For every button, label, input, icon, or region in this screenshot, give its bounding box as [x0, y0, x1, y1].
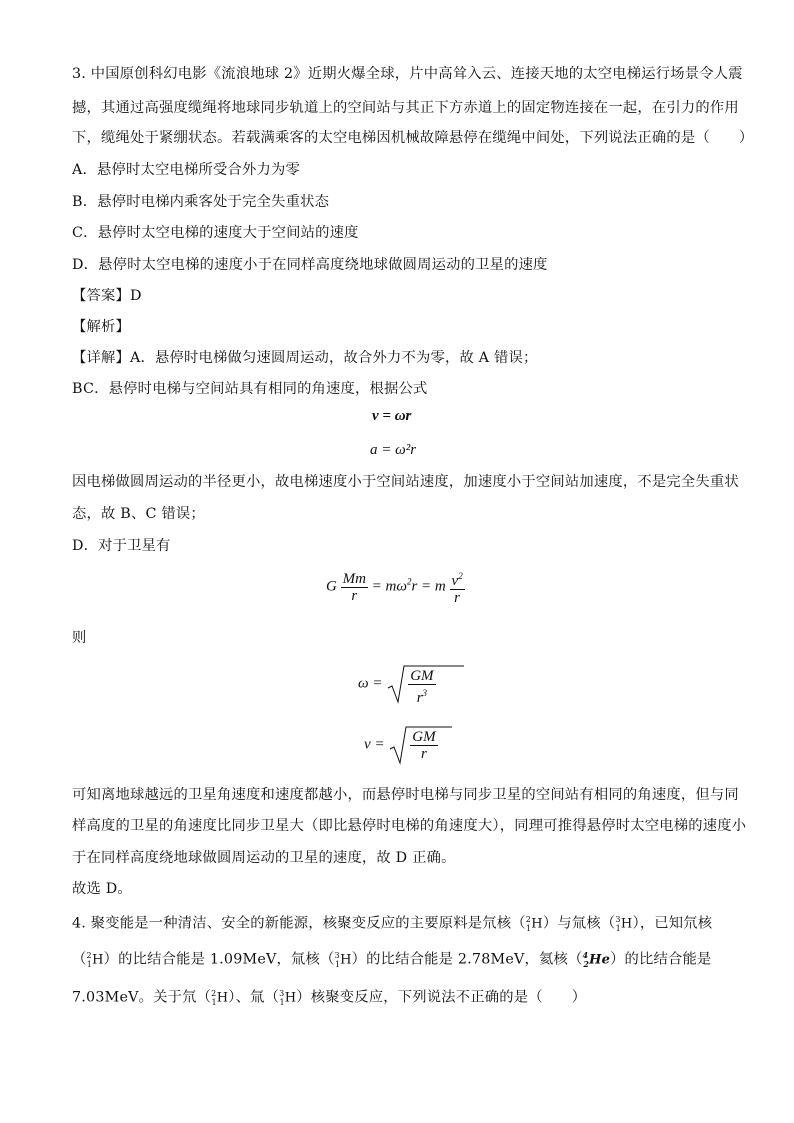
deuterium-symbol: $^2_1$H	[525, 915, 543, 933]
q4-line2	[72, 945, 732, 975]
eq-m-omega: = mω	[371, 578, 407, 595]
q3-conclusion-line2: 样高度的卫星的角速度比同步卫星大（即比悬停时电梯的角速度大），同理可推得悬停时太空电梯的速度小	[72, 818, 747, 834]
fraction-v2-over-r: $\frac{v^2}{r}$	[450, 568, 465, 606]
q3-then: 则	[72, 630, 87, 646]
q3-stem-line3: 下，缆绳处于紧绷状态。若载满乘客的太空电梯因机械故障悬停在缆绳中间处，下列说法正确的是（ ）	[72, 130, 754, 146]
q4-line1-a: 4. 聚变能是一种清洁、安全的新能源，核聚变反应的主要原料是氘核（	[72, 915, 526, 932]
tritium-symbol-3: $^3_1$H	[279, 989, 297, 1007]
equation-omega	[358, 664, 466, 704]
q4-line2-a: （	[72, 951, 87, 968]
q3-detail-bc: BC．悬停时电梯与空间站具有相同的角速度，根据公式	[72, 381, 428, 397]
q4-line2-c: ）的比结合能是 2.78MeV，氦核（	[351, 951, 583, 968]
q3-bc-conclusion-line2: 态，故 B、C 错误；	[72, 506, 205, 522]
q4-line2-d: ）的比结合能是	[610, 951, 712, 968]
q3-option-c: C．悬停时太空电梯的速度大于空间站的速度	[72, 225, 359, 241]
helium-symbol: $^4_2$He	[582, 950, 611, 969]
q3-stem-line2: 撼，其通过高强度缆绳将地球同步轨道上的空间站与其正下方赤道上的固定物连接在一起，在引力的作用	[72, 100, 739, 116]
tritium-symbol-2: $^3_1$H	[334, 951, 352, 969]
sqrt-sign-2: $\frac{GM}{r}$	[388, 725, 454, 765]
q3-bc-conclusion-line1: 因电梯做圆周运动的半径更小，故电梯速度小于空间站速度，加速度小于空间站加速度，不是完全失重状	[72, 474, 739, 490]
q3-conclusion-line1: 可知离地球越远的卫星角速度和速度都越小，而悬停时电梯与同步卫星的空间站有相同的角速度，但与同	[72, 787, 739, 803]
eq-v-left: v =	[364, 736, 385, 753]
fraction-mm-over-r: $\frac{Mm}{r}$	[342, 570, 366, 604]
equation-gravity: G $\frac{Mm}{r}$ = $m\omega^2r = m$ $\frac{v^2}{r}$	[326, 568, 465, 606]
q3-d-intro: D．对于卫星有	[72, 538, 171, 554]
q3-answer: 【答案】D	[72, 288, 142, 304]
q3-detail-a: 【详解】A．悬停时电梯做匀速圆周运动，故合外力不为零，故 A 错误；	[72, 350, 538, 366]
q3-conclusion-line3: 于在同样高度绕地球做圆周运动的卫星的速度，故 D 正确。	[72, 850, 456, 866]
sqrt-sign: $\frac{GM}{r^3}$	[386, 664, 466, 704]
eq-g: G	[326, 578, 337, 595]
q4-line1-b: ）与氚核（	[542, 915, 616, 932]
q4-line1-c: ），已知氘核	[632, 915, 713, 932]
equation-v-omega-r: v = ωr	[372, 408, 412, 424]
q4-line3-b: ）、氚（	[228, 989, 280, 1006]
eq-omega-left: ω =	[358, 675, 383, 692]
q3-option-b: B．悬停时电梯内乘客处于完全失重状态	[72, 194, 330, 210]
tritium-symbol: $^3_1$H	[615, 915, 633, 933]
equation-v	[364, 725, 454, 765]
eq-r-m: r = m	[411, 578, 446, 595]
q4-line2-b: ）的比结合能是 1.09MeV，氚核（	[103, 951, 335, 968]
q3-stem-line1: 3. 中国原创科幻电影《流浪地球 2》近期火爆全球，片中高耸入云、连接天地的太空电梯运行场景令人震	[72, 66, 743, 82]
deuterium-symbol-3: $^2_1$H	[211, 989, 229, 1007]
q3-analysis-heading: 【解析】	[72, 319, 130, 335]
q4-line3-c: ）核聚变反应，下列说法不正确的是（ ）	[296, 989, 587, 1006]
equation-a-omega2-r: a = ω²r	[370, 442, 417, 458]
q3-option-d: D．悬停时太空电梯的速度小于在同样高度绕地球做圆周运动的卫星的速度	[72, 257, 548, 273]
q4-line1	[72, 910, 732, 939]
q4-line3	[72, 984, 732, 1013]
q3-option-a: A．悬停时太空电梯所受合外力为零	[72, 162, 300, 178]
q4-line3-a: 7.03MeV。关于氘（	[72, 989, 212, 1006]
deuterium-symbol-2: $^2_1$H	[86, 951, 104, 969]
q3-choose: 故选 D。	[72, 881, 132, 897]
